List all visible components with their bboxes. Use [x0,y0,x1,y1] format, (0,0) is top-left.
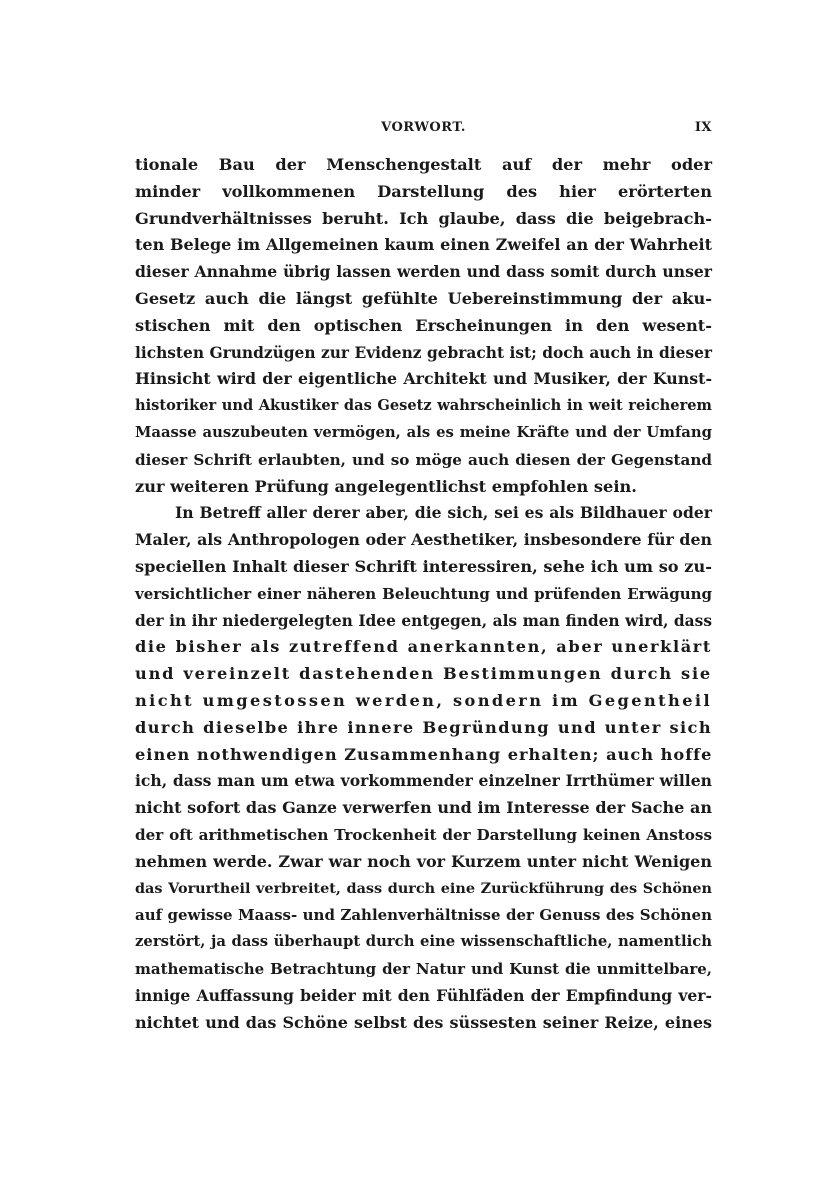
text-line: speciellen Inhalt dieser Schrift interessiren, sehe ich um so zu- [135,556,712,576]
page-number: IX [694,120,712,135]
text-line: nicht sofort das Ganze verwerfen und im Interesse der Sache an [135,798,712,818]
text-line: versichtlicher einer näheren Beleuchtung und prüfenden Erwägung [135,584,712,603]
text-line: nicht umgestossen werden, sondern im Gegentheil [135,690,712,710]
text-line: dieser Annahme übrig lassen werden und dass somit durch unser [135,262,712,282]
text-line: nehmen werde. Zwar war noch vor Kurzem unter nicht Wenigen [135,851,712,871]
text-line: Maasse auszubeuten vermögen, als es meine Kräfte und der Umfang [135,423,712,441]
text-line: der in ihr niedergelegten Idee entgegen, als man finden wird, dass [135,611,712,630]
running-title: VORWORT. [381,120,466,135]
text-line: zur weiteren Prüfung angelegentlichst empfohlen sein. [135,476,637,496]
text-line: innige Auffassung beider mit den Fühlfäden der Empfindung ver- [135,985,712,1005]
text-line: einen nothwendigen Zusammenhang erhalten; auch hoffe [135,744,713,764]
text-line: Hinsicht wird der eigentliche Architekt und Musiker, der Kunst- [135,369,712,389]
text-line: mathematische Betrachtung der Natur und Kunst die unmittelbare, [135,959,712,978]
text-line: dieser Schrift erlaubten, und so möge auch diesen der Gegenstand [135,450,712,469]
text-line: lichsten Grundzügen zur Evidenz gebracht ist; doch auch in dieser [135,343,712,362]
text-line: zerstört, ja dass überhaupt durch eine wissenschaftliche, namentlich [135,933,712,951]
text-line: und vereinzelt dastehenden Bestimmungen durch sie [135,664,712,684]
text-line: Maler, als Anthropologen oder Aesthetiker, insbesondere für den [135,530,712,550]
text-line: durch dieselbe ihre innere Begründung und unter sich [135,717,712,737]
text-line: Gesetz auch die längst gefühlte Uebereinstimmung der aku- [135,288,712,308]
text-line: die bisher als zutreffend anerkannten, aber unerklärt [135,637,712,657]
running-header [135,118,712,140]
text-line: Grundverhältnisses beruht. Ich glaube, dass die beigebrach- [135,208,712,228]
text-line: das Vorurtheil verbreitet, dass durch eine Zurückführung des Schönen [135,879,712,897]
text-line: stischen mit den optischen Erscheinungen in den wesent- [135,315,712,335]
text-line: auf gewisse Maass- und Zahlenverhältnisse der Genuss des Schönen [135,906,712,925]
text-line: historiker und Akustiker das Gesetz wahrscheinlich in weit reicherem [135,397,712,415]
text-line: tionale Bau der Menschengestalt auf der mehr oder [135,155,712,174]
text-line: minder vollkommenen Darstellung des hier erörterten [135,181,712,201]
text-line: der oft arithmetischen Trockenheit der Darstellung keinen Anstoss [135,825,712,844]
text-line: nichtet und das Schöne selbst des süssesten seiner Reize, eines [135,1012,712,1032]
text-line: In Betreff aller derer aber, die sich, sei es als Bildhauer oder [175,503,712,523]
text-line: ich, dass man um etwa vorkommender einzelner Irrthümer willen [135,771,712,791]
text-line: ten Belege im Allgemeinen kaum einen Zweifel an der Wahrheit [135,235,712,255]
body-text [135,152,712,1036]
